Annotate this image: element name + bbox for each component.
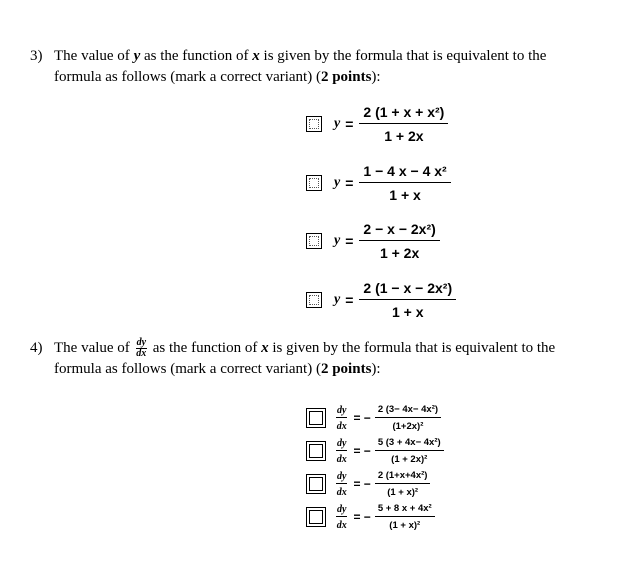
- fraction: [375, 437, 444, 465]
- fraction: [359, 104, 448, 144]
- numerator: 5 (3 + 4x− 4x²): [375, 437, 444, 451]
- q3-option-3: [306, 221, 440, 261]
- numerator: 2 (3− 4x− 4x²): [375, 404, 441, 418]
- dy-dx: $\frac{dy}{dx}$: [336, 404, 347, 432]
- dy-dx: $\frac{dy}{dx}$: [336, 470, 347, 498]
- question-4-line-1: 4) The value of $\frac{dy}{dx}$ as the function of x is given by the formula that is equivalent to the: [30, 337, 556, 360]
- formula: y = $\frac{\text{2 (1 + x + x²)}}{1 + 2x}$: [334, 104, 448, 144]
- dy-dx-fraction: $\frac{dy}{dx}$: [136, 337, 147, 360]
- fraction: [375, 470, 431, 498]
- numerator: 2 (1 − x − 2x²): [359, 280, 456, 300]
- formula: $\frac{dy}{dx}$ = − $\frac{\text{2 (1+x+4x²)}}{\text{(1 + x)²}}$: [336, 470, 430, 498]
- formula: $\frac{dy}{dx}$ = − $\frac{\text{5 (3 + 4x− 4x²)}}{\text{(1 + 2x)²}}$: [336, 437, 444, 465]
- fraction: [375, 404, 441, 432]
- dy-dx: $\frac{dy}{dx}$: [336, 503, 347, 531]
- question-number: 3): [30, 48, 43, 64]
- formula: y = $\frac{\text{2 (1 − x − 2x²)}}{1 + x}$: [334, 280, 456, 320]
- question-3-line-1: 3) The value of y as the function of x is given by the formula that is equivalent to the: [30, 46, 600, 67]
- checkbox-inner: [309, 411, 323, 425]
- denominator: (1 + x)²: [387, 487, 419, 498]
- numerator: 2 − x − 2x²): [359, 221, 439, 241]
- denominator: 1 + x: [389, 187, 421, 203]
- question-4: [30, 338, 600, 380]
- checkbox-inner: [309, 510, 323, 524]
- points-label: 2 points: [320, 361, 372, 378]
- q3-option-2-checkbox[interactable]: [306, 175, 322, 191]
- denominator: 1 + x: [392, 304, 424, 320]
- q3-option-2: [306, 163, 451, 203]
- numerator: 5 + 8 x + 4x²: [375, 503, 435, 517]
- variable-x: x: [252, 48, 260, 64]
- q4-option-4: [306, 503, 435, 531]
- q3-option-1-checkbox[interactable]: [306, 116, 322, 132]
- q3-option-1: [306, 104, 448, 144]
- denominator: 1 + 2x: [384, 128, 424, 144]
- numerator: 1 − 4 x − 4 x²: [359, 163, 450, 183]
- checkbox-inner: [309, 119, 319, 129]
- q4-option-3: [306, 470, 430, 498]
- q4-option-4-checkbox[interactable]: [306, 507, 326, 527]
- denominator: (1 + x)²: [389, 520, 421, 531]
- q4-option-1: [306, 404, 441, 432]
- formula: y = $\frac{\text{2 − x − 2x²)}}{1 + 2x}$: [334, 221, 440, 261]
- question-4-line-2: formula as follows (mark a correct variant) (2 points):: [54, 361, 381, 378]
- variable-y: y: [133, 48, 141, 64]
- question-3: [30, 46, 600, 88]
- fraction: [359, 163, 450, 203]
- numerator: 2 (1+x+4x²): [375, 470, 431, 484]
- formula: $\frac{dy}{dx}$ = − $\frac{\text{2 (3− 4x− 4x²)}}{\text{(1+2x)²}}$: [336, 404, 441, 432]
- q4-option-2-checkbox[interactable]: [306, 441, 326, 461]
- q4-option-3-checkbox[interactable]: [306, 474, 326, 494]
- checkbox-inner: [309, 444, 323, 458]
- numerator: 2 (1 + x + x²): [359, 104, 448, 124]
- question-number: 4): [30, 340, 43, 356]
- checkbox-inner: [309, 178, 319, 188]
- dy-dx: $\frac{dy}{dx}$: [336, 437, 347, 465]
- checkbox-inner: [309, 236, 319, 246]
- q4-option-1-checkbox[interactable]: [306, 408, 326, 428]
- q3-option-3-checkbox[interactable]: [306, 233, 322, 249]
- q4-option-2: [306, 437, 444, 465]
- variable-x: x: [261, 340, 269, 356]
- denominator: 1 + 2x: [379, 245, 420, 261]
- question-3-line-2: formula as follows (mark a correct variant) (2 points):: [54, 69, 381, 85]
- fraction: [359, 221, 439, 261]
- formula: y = $\frac{\text{1 − 4 x − 4 x²}}{1 + x}$: [334, 163, 451, 203]
- q3-option-4: [306, 280, 456, 320]
- fraction: [375, 503, 435, 531]
- points-label: 2 points: [320, 69, 372, 85]
- formula: $\frac{dy}{dx}$ = − $\frac{\text{5 + 8 x + 4x²}}{\text{(1 + x)²}}$: [336, 503, 435, 531]
- denominator: (1 + 2x)²: [391, 454, 428, 465]
- checkbox-inner: [309, 477, 323, 491]
- checkbox-inner: [309, 295, 319, 305]
- q3-option-4-checkbox[interactable]: [306, 292, 322, 308]
- fraction: [359, 280, 456, 320]
- denominator: (1+2x)²: [392, 421, 424, 432]
